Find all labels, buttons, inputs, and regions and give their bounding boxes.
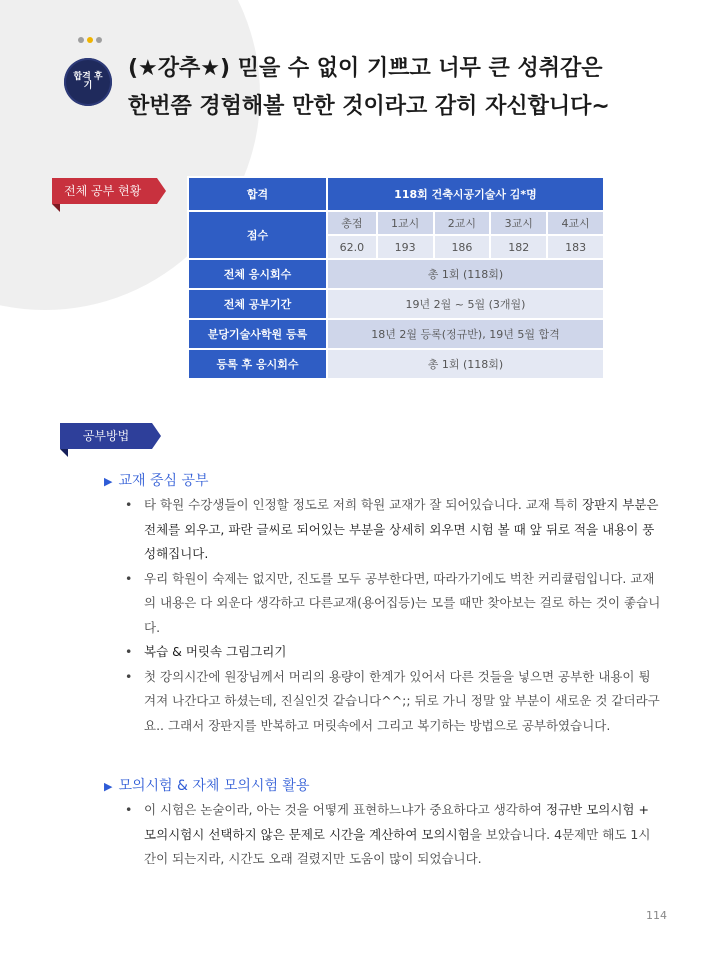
dot-1 bbox=[78, 37, 84, 43]
dot-2 bbox=[87, 37, 93, 43]
score-header: 3교시 bbox=[490, 211, 547, 235]
score-header: 4교시 bbox=[547, 211, 604, 235]
section-title: 모의시험 & 자체 모의시험 활용 bbox=[118, 778, 310, 794]
list-item bbox=[122, 665, 662, 739]
score-value: 62.0 bbox=[327, 235, 377, 259]
table-row bbox=[188, 289, 604, 319]
score-label: 점수 bbox=[188, 211, 327, 259]
row-label: 분당기술사학원 등록 bbox=[188, 319, 327, 349]
score-value: 186 bbox=[434, 235, 491, 259]
score-value: 182 bbox=[490, 235, 547, 259]
page-number: 114 bbox=[646, 909, 667, 922]
status-tag-label: 전체 공부 현황 bbox=[64, 184, 142, 198]
list-item bbox=[122, 567, 662, 641]
bullet-list-textbook bbox=[122, 493, 662, 738]
pass-value: 118회 건축시공기술사 김*명 bbox=[327, 177, 604, 211]
score-value: 183 bbox=[547, 235, 604, 259]
row-value: 총 1회 (118회) bbox=[327, 259, 604, 289]
row-label: 등록 후 응시회수 bbox=[188, 349, 327, 379]
highlighted-text: 장판지 부분은 전체를 외우고, 파란 글씨로 되어있는 부분을 상세히 외우면 시험 볼 때 앞 뒤로 적을 내용이 풍성해집니다. bbox=[144, 497, 659, 561]
row-label: 전체 응시회수 bbox=[188, 259, 327, 289]
body-text: 우리 학원이 숙제는 없지만, 진도를 모두 공부한다면, 따라가기에도 벅찬 커리큘럼입니다. 교재의 내용은 다 외운다 생각하고 다른교재(용어집등)는 모를 때만 찾아보는 걸로 하는 것이 좋습니다. bbox=[144, 570, 661, 635]
table-row bbox=[188, 259, 604, 289]
score-value: 193 bbox=[377, 235, 434, 259]
highlighted-text: 정규반 모의시험 + 모의시험시 선택하지 않은 문제로 시간을 계산하여 모의시험 bbox=[144, 802, 649, 842]
triangle-bullet-icon: ▶ bbox=[104, 475, 113, 488]
tag-fold bbox=[52, 204, 60, 212]
row-value: 19년 2월 ~ 5월 (3개월) bbox=[327, 289, 604, 319]
body-text: 이 시험은 논술이라, 아는 것을 어떻게 표현하느냐가 중요하다고 생각하여 bbox=[144, 802, 546, 817]
tag-fold bbox=[60, 449, 68, 457]
page-headline bbox=[128, 50, 610, 126]
method-tag-label: 공부방법 bbox=[82, 429, 130, 443]
status-section-tag bbox=[52, 178, 157, 204]
row-label: 전체 공부기간 bbox=[188, 289, 327, 319]
badge-text: 합격 후기 bbox=[73, 71, 103, 91]
section-title-textbook bbox=[104, 470, 209, 490]
list-item bbox=[122, 640, 662, 665]
headline-line-1: (★강추★) 믿을 수 없이 기쁘고 너무 큰 성취감은 bbox=[128, 56, 603, 81]
body-text: 을 보았습니다. 4문제만 해도 1시간이 되는지라, 시간도 오래 걸렸지만 도움이 많이 되었습니다. bbox=[144, 826, 651, 866]
section-title: 교재 중심 공부 bbox=[118, 473, 209, 489]
score-header: 1교시 bbox=[377, 211, 434, 235]
table-row bbox=[188, 211, 604, 235]
score-header: 2교시 bbox=[434, 211, 491, 235]
highlighted-text: 복습 & 머릿속 그림그리기 bbox=[144, 644, 287, 659]
score-header: 총점 bbox=[327, 211, 377, 235]
dot-3 bbox=[96, 37, 102, 43]
bullet-list-mock-exam bbox=[122, 798, 662, 872]
table-row bbox=[188, 349, 604, 379]
row-value: 총 1회 (118회) bbox=[327, 349, 604, 379]
pass-label: 합격 bbox=[188, 177, 327, 211]
row-value: 18년 2월 등록(정규반), 19년 5월 합격 bbox=[327, 319, 604, 349]
section-title-mock-exam bbox=[104, 775, 309, 795]
table-row bbox=[188, 319, 604, 349]
table-row bbox=[188, 177, 604, 211]
body-text: 첫 강의시간에 원장님께서 머리의 용량이 한계가 있어서 다른 것들을 넣으면 공부한 내용이 튕겨져 나간다고 하셨는데, 진실인것 같습니다^^;; 뒤로 가니 정말 앞 부분이 새로운 것 같더라구요.. 그래서 장판지를 반복하고 머릿속에서 그리고 복기하는 방법으로 공부하였습니다. bbox=[144, 668, 660, 733]
list-item bbox=[122, 493, 662, 567]
triangle-bullet-icon: ▶ bbox=[104, 780, 113, 793]
review-badge-icon bbox=[64, 58, 112, 106]
study-status-table bbox=[187, 176, 605, 380]
list-item bbox=[122, 798, 662, 872]
method-section-tag bbox=[60, 423, 152, 449]
headline-line-2: 한번쯤 경험해볼 만한 것이라고 감히 자신합니다~ bbox=[128, 94, 610, 119]
decorative-dots bbox=[78, 37, 102, 43]
body-text: 타 학원 수강생들이 인정할 정도로 저희 학원 교재가 잘 되어있습니다. 교재 특히 bbox=[144, 497, 583, 512]
